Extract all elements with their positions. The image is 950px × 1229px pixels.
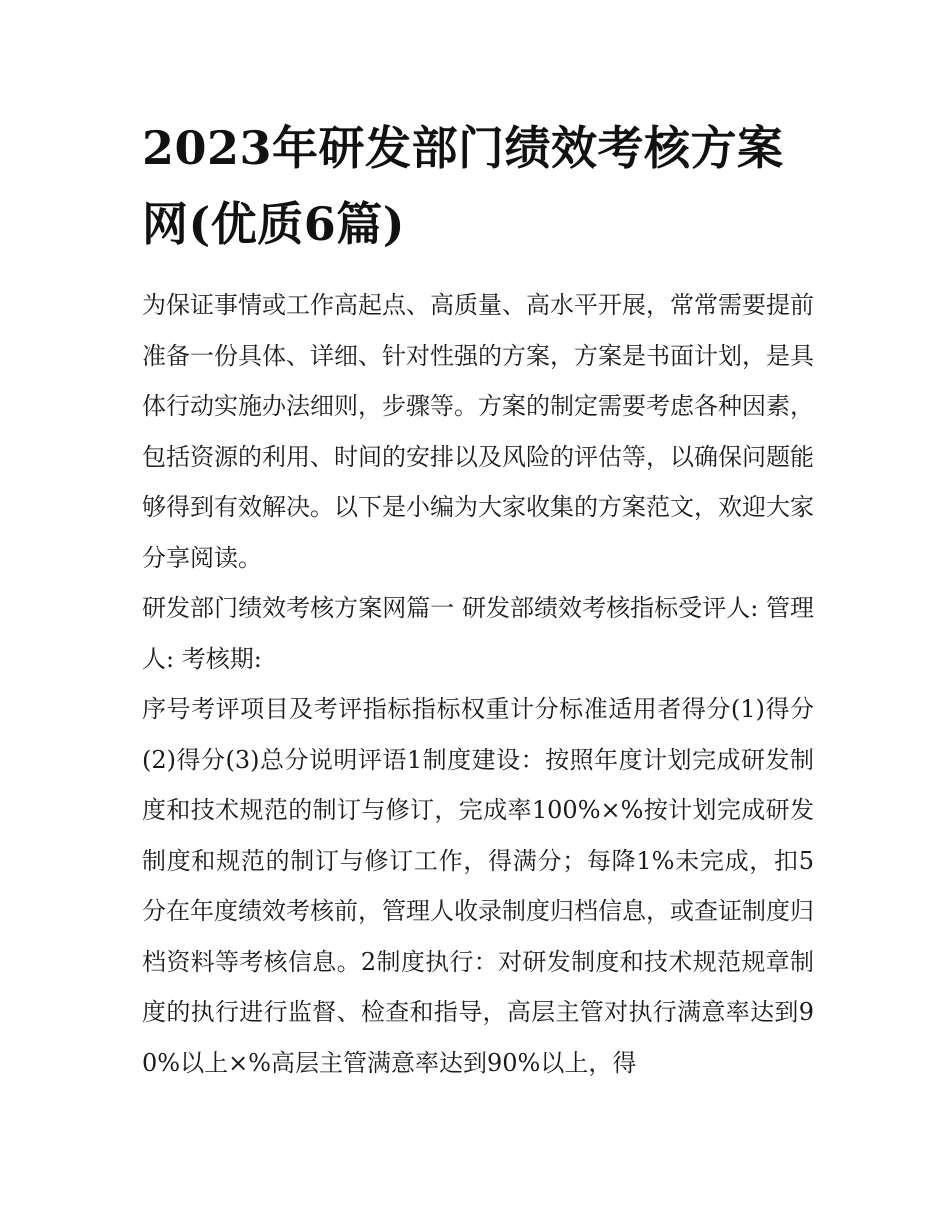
- assessment-table-paragraph: 序号考评项目及考评指标指标权重计分标准适用者得分(1)得分(2)得分(3)总分说明评语1制度建设：按照年度计划完成研发制度和技术规范的制订与修订，完成率100%×%按计划完成研发制度和规范的制订与修订工作，得满分；每降1%未完成，扣5分在年度绩效考核前，管理人收录制度归档信息，或查证制度归档资料等考核信息。2制度执行：对研发制度和技术规范规章制度的执行进行监督、检查和指导，高层主管对执行满意率达到90%以上×%高层主管满意率达到90%以上，得: [142, 695, 814, 1077]
- document-content: [142, 110, 814, 1088]
- document-title: [142, 110, 814, 262]
- section-heading-paragraph: 研发部门绩效考核方案网篇一 研发部绩效考核指标受评人: 管理人: 考核期:: [142, 594, 814, 673]
- title-text: 2023年研发部门绩效考核方案网(优质6篇): [142, 121, 784, 251]
- intro-paragraph: 为保证事情或工作高起点、高质量、高水平开展，常常需要提前准备一份具体、详细、针对性强的方案，方案是书面计划，是具体行动实施办法细则，步骤等。方案的制定需要考虑各种因素，包括资源的利用、时间的安排以及风险的评估等，以确保问题能够得到有效解决。以下是小编为大家收集的方案范文，欢迎大家分享阅读。: [142, 291, 814, 572]
